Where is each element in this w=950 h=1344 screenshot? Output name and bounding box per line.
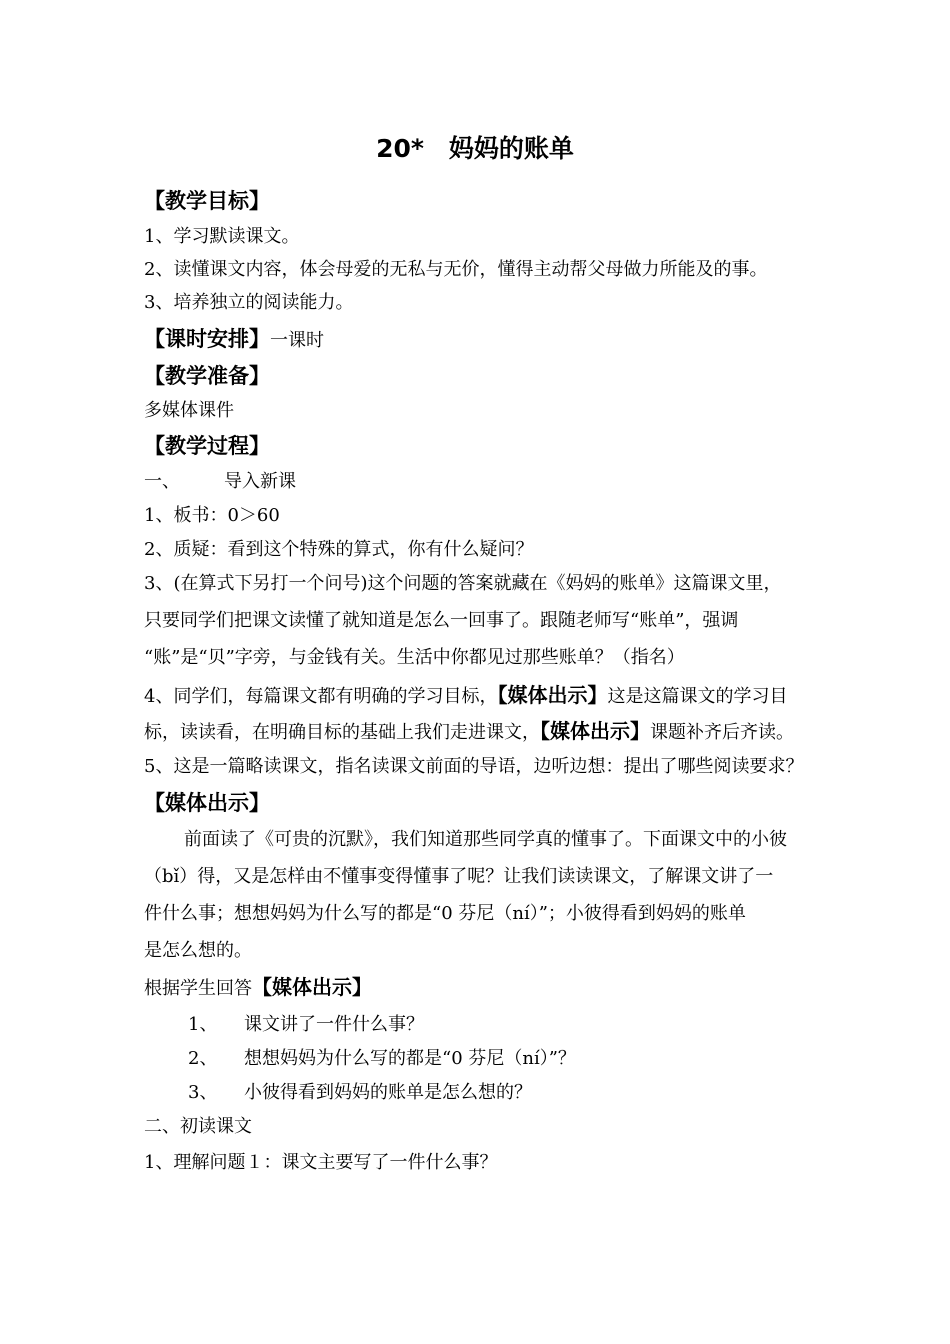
step-4-text-c: 标，读读看，在明确目标的基础上我们走进课文， — [144, 722, 540, 743]
prep-text: 多媒体课件 — [144, 400, 234, 421]
part2-question-1: 1、理解问题１：课文主要写了一件什么事？ — [144, 1152, 498, 1173]
step-3-line-3: “账”是“贝”字旁，与金钱有关。生活中你都见过那些账单？（指名） — [144, 647, 685, 668]
question-3-text: 小彼得看到妈妈的账单是怎么想的？ — [244, 1082, 532, 1103]
part1-title: 导入新课 — [224, 471, 296, 492]
schedule-heading — [144, 324, 324, 356]
step-4-text-d: 课题补齐后齐读。 — [650, 722, 794, 743]
question-3-num: 3、 — [188, 1082, 218, 1103]
step-4-text-a: 4、同学们，每篇课文都有明确的学习目标， — [144, 686, 498, 707]
question-2-text: 想想妈妈为什么写的都是“0 芬尼（ní）”？ — [244, 1048, 576, 1069]
intro-line-3: 件什么事；想想妈妈为什么写的都是“0 芬尼（ní）”；小彼得看到妈妈的账单 — [144, 903, 746, 924]
goal-item-3: 3、培养独立的阅读能力。 — [144, 292, 354, 313]
intro-line-4: 是怎么想的。 — [144, 940, 252, 961]
prep-heading: 【教学准备】 — [144, 364, 270, 388]
goals-heading: 【教学目标】 — [144, 189, 270, 213]
step-4-line-1 — [144, 682, 787, 710]
intro-line-1: 前面读了《可贵的沉默》，我们知道那些同学真的懂事了。下面课文中的小彼 — [184, 829, 787, 850]
part1-line — [144, 469, 296, 495]
step-2: 2、质疑：看到这个特殊的算式，你有什么疑问？ — [144, 539, 534, 560]
step-4-line-2 — [144, 718, 794, 746]
intro-line-2: （bǐ）得，又是怎样由不懂事变得懂事了呢？让我们读读课文，了解课文讲了一 — [144, 866, 774, 887]
media-tag: 【媒体出示】 — [252, 975, 372, 999]
part1-label: 一、 — [144, 471, 180, 492]
step-4-text-b: 这是这篇课文的学习目 — [607, 686, 788, 707]
goal-item-2: 2、读懂课文内容，体会母爱的无私与无价，懂得主动帮父母做力所能及的事。 — [144, 259, 768, 280]
step-1: 1、板书：0＞60 — [144, 505, 280, 526]
media-tag: 【媒体出示】 — [497, 683, 608, 707]
question-1-num: 1、 — [188, 1014, 218, 1035]
media-tag: 【媒体出示】 — [540, 719, 650, 743]
question-1-text: 课文讲了一件什么事？ — [244, 1014, 424, 1035]
step-3-line-1: 3、(在算式下另打一个问号)这个问题的答案就藏在《妈妈的账单》这篇课文里， — [144, 573, 782, 594]
schedule-value: 一课时 — [270, 330, 324, 351]
step-3-line-2: 只要同学们把课文读懂了就知道是怎么一回事了。跟随老师写“账单”，强调 — [144, 610, 739, 631]
question-2-num: 2、 — [188, 1048, 218, 1069]
schedule-heading-label: 【课时安排】 — [144, 327, 270, 351]
goal-item-1: 1、学习默读课文。 — [144, 226, 300, 247]
answer-line — [144, 974, 372, 1002]
page-title: 20* 妈妈的账单 — [376, 134, 574, 163]
answer-prefix: 根据学生回答 — [144, 978, 252, 999]
part2-heading: 二、初读课文 — [144, 1116, 252, 1137]
step-5: 5、这是一篇略读课文，指名读课文前面的导语，边听边想：提出了哪些阅读要求？ — [144, 756, 804, 777]
media-heading: 【媒体出示】 — [144, 791, 270, 815]
process-heading: 【教学过程】 — [144, 434, 270, 458]
